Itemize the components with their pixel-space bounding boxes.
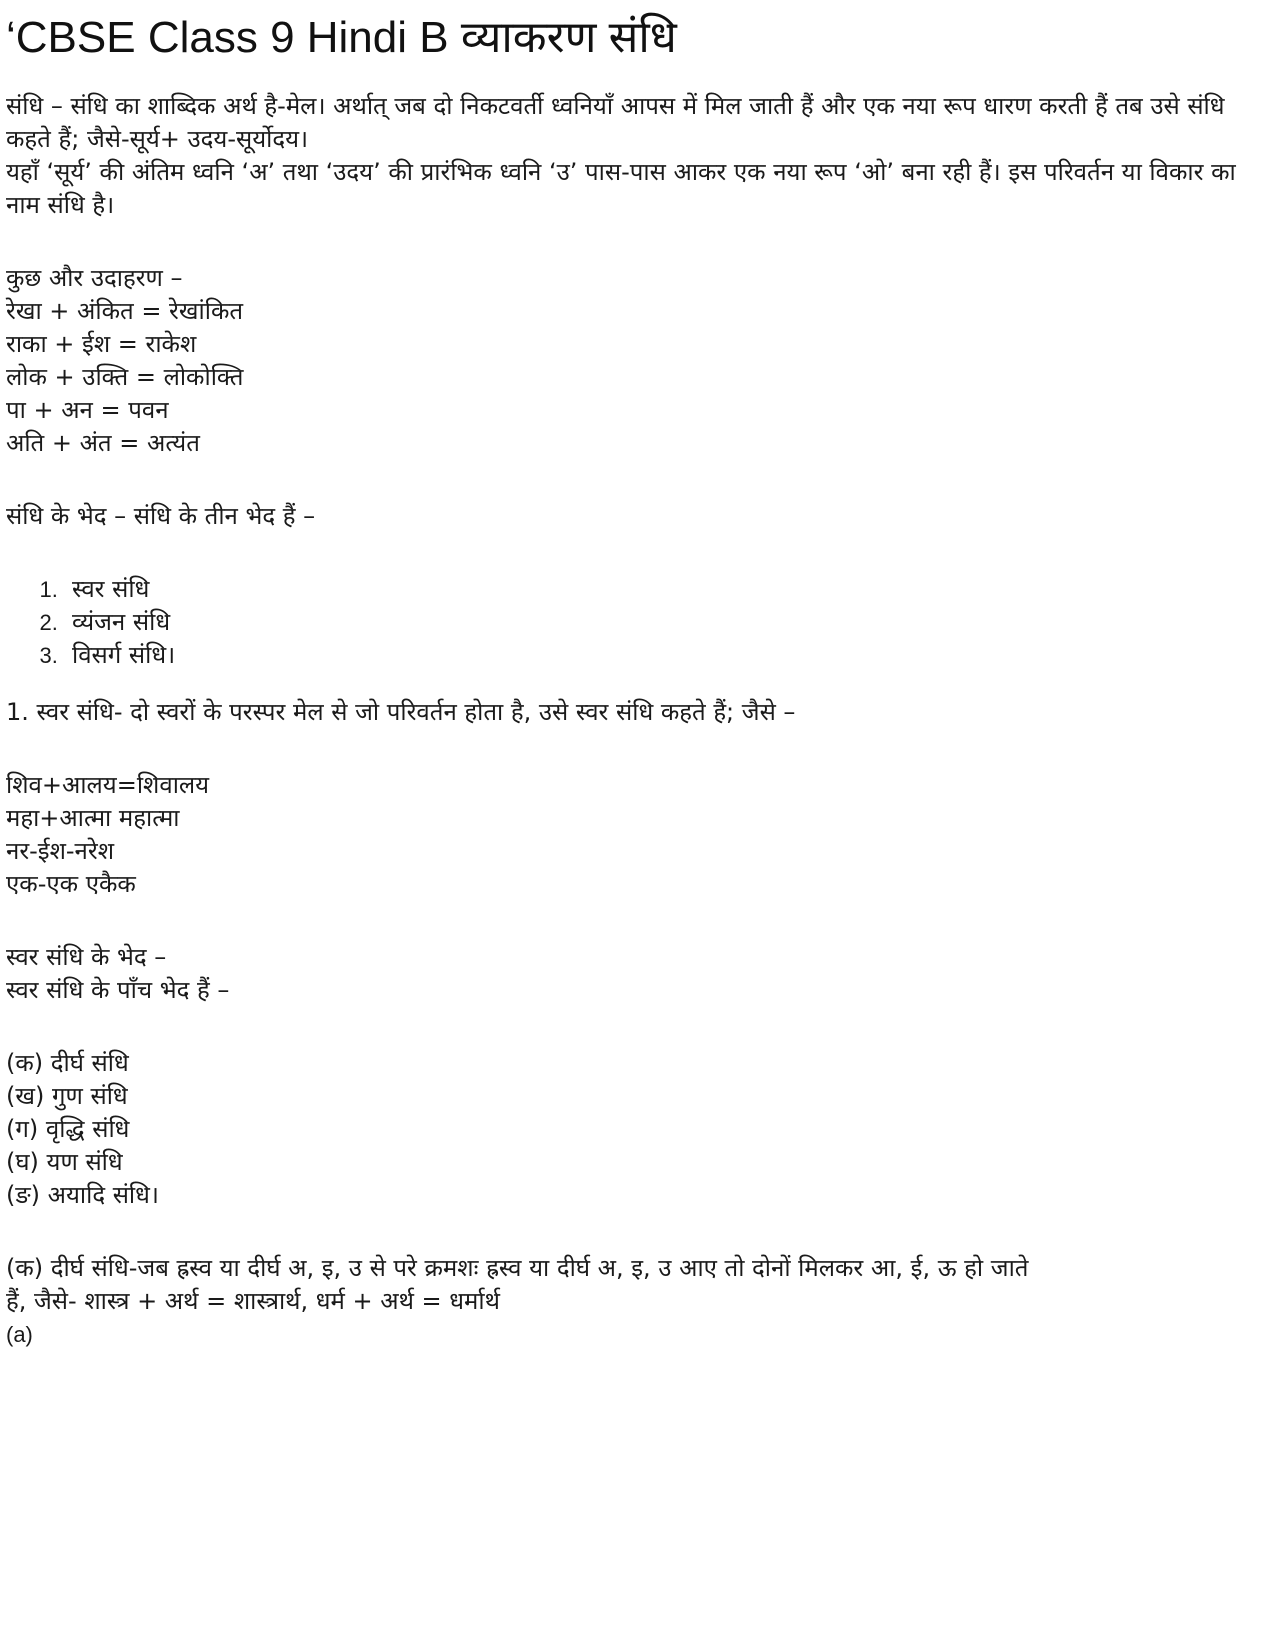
spacer [6, 222, 1261, 262]
example-item: एक-एक एकैक [6, 870, 136, 898]
swar-types-subheading: स्वर संधि के पाँच भेद हैं – [6, 976, 230, 1004]
intro-paragraph-2: यहाँ ‘सूर्य’ की अंतिम ध्वनि ‘अ’ तथा ‘उदय’ की प्रारंभिक ध्वनि ‘उ’ पास-पास आकर एक नया रूप ‘ओ’ बना रही हैं। इस परिवर्तन या विकार का नाम संधि है। [6, 158, 1236, 219]
spacer [6, 1007, 1261, 1047]
trailing-label: (a) [6, 1322, 33, 1347]
list-item: 3. विसर्ग संधि। [64, 639, 1261, 672]
list-item: 1. स्वर संधि [64, 573, 1261, 606]
list-item: (घ) यण संधि [6, 1148, 123, 1176]
spacer [6, 901, 1261, 941]
example-item: अति + अंत = अत्यंत [6, 429, 200, 457]
spacer [6, 729, 1261, 769]
swar-types-heading: स्वर संधि के भेद – [6, 943, 167, 971]
list-item: 2. व्यंजन संधि [64, 606, 1261, 639]
spacer [6, 460, 1261, 500]
page-title: ‘CBSE Class 9 Hindi B व्याकरण संधि [6, 13, 677, 62]
list-item: (ङ) अयादि संधि। [6, 1181, 160, 1209]
example-item: रेखा + अंकित = रेखांकित [6, 297, 244, 325]
list-item: (ख) गुण संधि [6, 1082, 128, 1110]
list-item: (ग) वृद्धि संधि [6, 1115, 130, 1143]
dirgha-sandhi-definition: (क) दीर्घ संधि-जब ह्रस्व या दीर्घ अ, इ, उ से परे क्रमशः ह्रस्व या दीर्घ अ, इ, उ आए तो दोनों मिलकर आ, ई, ऊ हो जाते हैं, जैसे- शास्त्र + अर्थ = शास्त्रार्थ, धर्म + अर्थ = धर्मार्थ [6, 1254, 1029, 1315]
swar-types-heading-section [6, 941, 1261, 1007]
intro-paragraph-1: संधि – संधि का शाब्दिक अर्थ है-मेल। अर्थात् जब दो निकटवर्ती ध्वनियाँ आपस में मिल जाती हैं और एक नया रूप धारण करती हैं तब उसे संधि कहते हैं; जैसे-सूर्य+ उदय-सूर्योदय। [6, 92, 1225, 153]
example-item: महा+आत्मा महात्मा [6, 804, 180, 832]
spacer [6, 672, 1261, 696]
list-item: (क) दीर्घ संधि [6, 1049, 129, 1077]
swar-examples-section [6, 769, 1261, 901]
sandhi-types-list [6, 573, 1261, 672]
swar-types-list [6, 1047, 1261, 1212]
examples-section [6, 262, 1261, 460]
document-page [6, 0, 1261, 1351]
example-item: शिव+आलय=शिवालय [6, 771, 210, 799]
example-item: राका + ईश = राकेश [6, 330, 197, 358]
example-item: नर-ईश-नरेश [6, 837, 115, 865]
examples-heading: कुछ और उदाहरण – [6, 264, 183, 292]
spacer [6, 533, 1261, 573]
types-heading: संधि के भेद – संधि के तीन भेद हैं – [6, 502, 316, 530]
swar-sandhi-definition: 1. स्वर संधि- दो स्वरों के परस्पर मेल से जो परिवर्तन होता है, उसे स्वर संधि कहते हैं; जैसे – [6, 698, 796, 726]
example-item: लोक + उक्ति = लोकोक्ति [6, 363, 244, 391]
spacer [6, 1212, 1261, 1252]
example-item: पा + अन = पवन [6, 396, 169, 424]
